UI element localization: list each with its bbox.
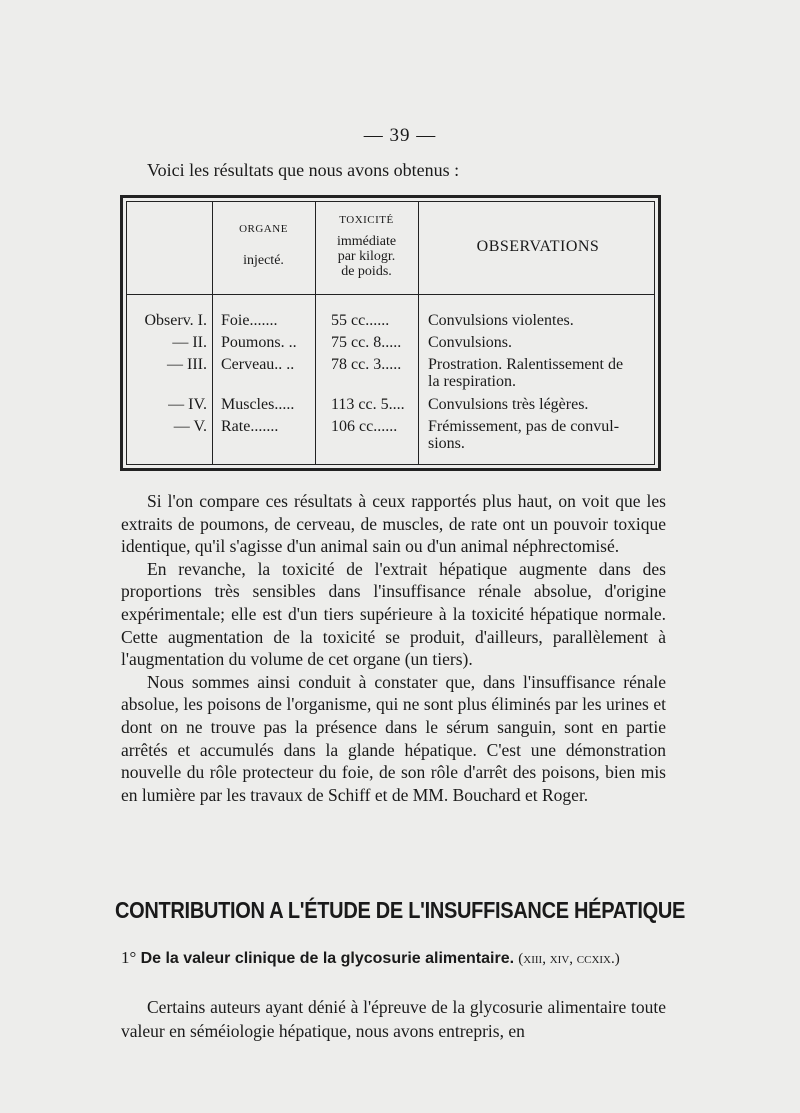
row-observation: Frémissement, pas de convul- bbox=[428, 418, 620, 435]
row-toxicite: 75 cc. 8..... bbox=[331, 334, 402, 351]
row-observation-cont: sions. bbox=[428, 435, 465, 452]
row-toxicite: 55 cc...... bbox=[331, 312, 390, 329]
intro-line: Voici les résultats que nous avons obtenus : bbox=[147, 160, 460, 180]
paragraph-1: Si l'on compare ces résultats à ceux rapportés plus haut, on voit que les extraits de poumons, de cerveau, de muscles, de rate ont un pouvoir toxique identique, qu'il s'agisse d'un animal sain ou d'un animal néphrectomisé. bbox=[121, 491, 666, 557]
row-toxicite: 78 cc. 3..... bbox=[331, 356, 402, 373]
row-label: Observ. I. bbox=[144, 312, 207, 329]
header-organe: ORGANE bbox=[239, 223, 288, 235]
row-observation: Convulsions. bbox=[428, 334, 513, 351]
header-toxicite-line-2: par kilogr. bbox=[337, 249, 396, 264]
body-paragraphs bbox=[121, 490, 666, 806]
section-title: CONTRIBUTION A L'ÉTUDE DE L'INSUFFISANCE HÉPATIQUE bbox=[114, 898, 686, 924]
row-label: — IV. bbox=[168, 396, 207, 413]
row-toxicite: 106 cc...... bbox=[331, 418, 398, 435]
row-organe: Cerveau.. .. bbox=[221, 356, 295, 373]
subsection-title: De la valeur clinique de la glycosurie alimentaire. bbox=[140, 950, 515, 967]
row-organe: Poumons. .. bbox=[221, 334, 297, 351]
subsection-heading bbox=[121, 946, 666, 971]
results-table bbox=[120, 195, 661, 471]
tail-paragraph: Certains auteurs ayant dénié à l'épreuve de la glycosurie alimentaire toute valeur en séméiologie hépatique, nous avons entrepris, en bbox=[121, 997, 666, 1041]
row-label: — V. bbox=[173, 418, 207, 435]
paragraph-3: Nous sommes ainsi conduit à constater que, dans l'insuffisance rénale absolue, les poisons de l'organisme, qui ne sont plus éliminés par les urines et dont on ne trouve pas la présence dans le sérum sanguin, sont en partie arrêtés et accumulés dans la glande hépatique. C'est une démonstration nouvelle du rôle protecteur du foie, de son rôle d'arrêt des poisons, bien mis en lumière par les travaux de Schiff et de MM. Bouchard et Roger. bbox=[121, 671, 666, 805]
header-toxicite: TOXICITÉ bbox=[339, 214, 394, 226]
row-observation-cont: la respiration. bbox=[428, 373, 516, 390]
page-number: — 39 — bbox=[363, 125, 437, 146]
header-organe-sub: injecté. bbox=[243, 253, 284, 268]
row-label: — III. bbox=[167, 356, 207, 373]
row-observation: Convulsions violentes. bbox=[428, 312, 574, 329]
row-label: — II. bbox=[172, 334, 207, 351]
subsection-refs: (xiii, xiv, ccxix.) bbox=[518, 951, 620, 967]
row-observation: Prostration. Ralentissement de bbox=[428, 356, 624, 373]
row-toxicite: 113 cc. 5.... bbox=[331, 396, 405, 413]
row-observation: Convulsions très légères. bbox=[428, 396, 589, 413]
tail-text bbox=[121, 996, 666, 1043]
header-toxicite-line-1: immédiate bbox=[336, 234, 397, 249]
subsection-number: 1° bbox=[121, 948, 137, 967]
paragraph-2: En revanche, la toxicité de l'extrait hépatique augmente dans des proportions très sensibles dans l'insuffisance rénale absolue, d'origine expérimentale; elle est d'un tiers supérieure à la toxicité hépatique normale. Cette augmentation de la toxicité se produit, d'ailleurs, parallèlement à l'augmentation du volume de cet organe (un tiers). bbox=[121, 558, 666, 670]
row-organe: Muscles..... bbox=[221, 396, 295, 413]
row-organe: Foie....... bbox=[221, 312, 278, 329]
header-observations: OBSERVATIONS bbox=[476, 238, 600, 255]
header-toxicite-line-3: de poids. bbox=[341, 264, 392, 279]
row-organe: Rate....... bbox=[221, 418, 279, 435]
